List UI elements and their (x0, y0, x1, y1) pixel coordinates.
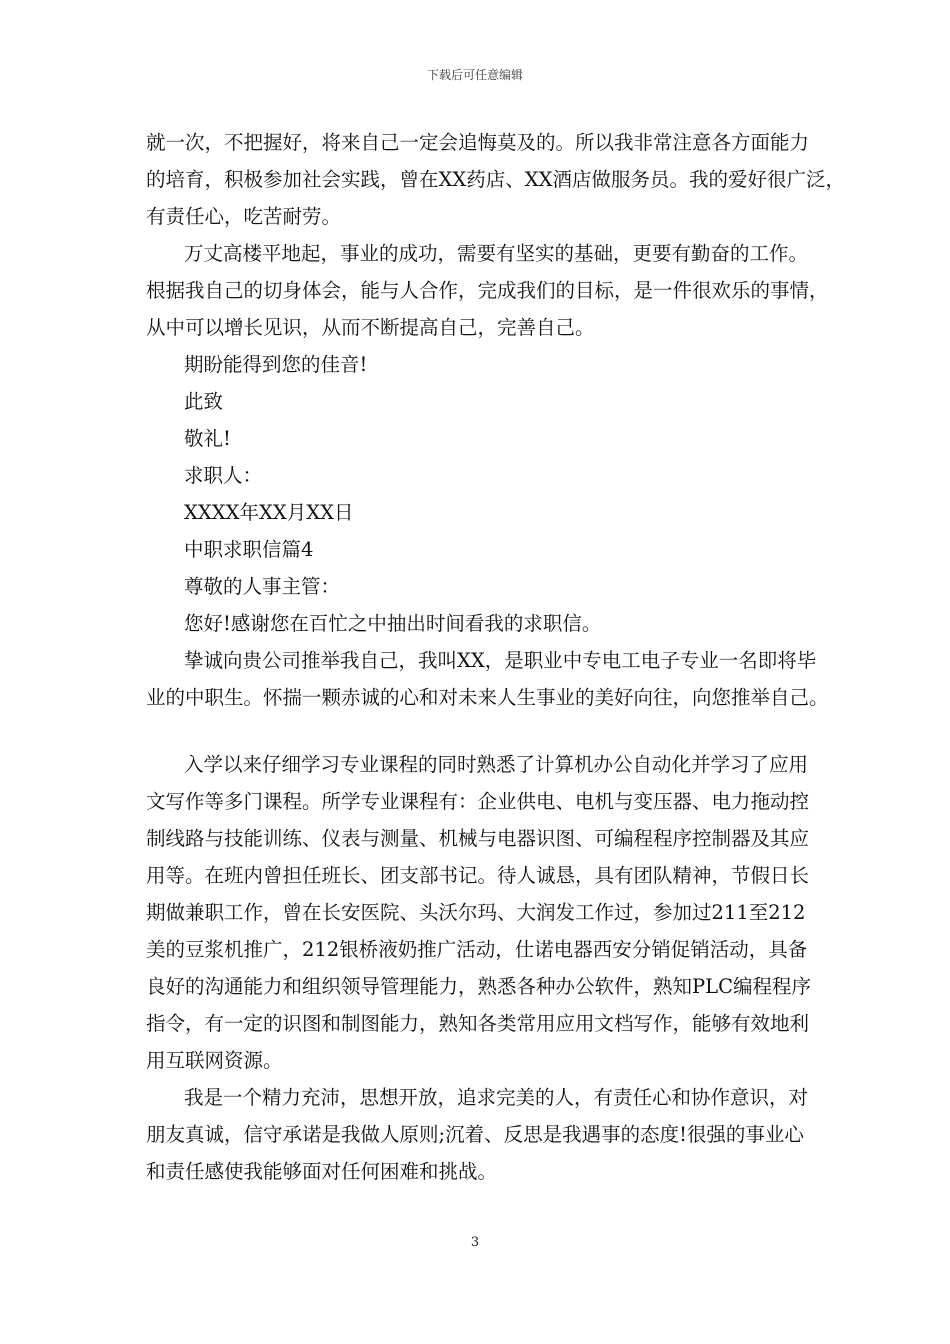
body-line: 根据我自己的切身体会，能与人合作，完成我们的目标，是一件很欢乐的事情， (146, 279, 829, 302)
body-line: 文写作等多门课程。所学专业课程有：企业供电、电机与变压器、电力拖动控 (146, 790, 810, 813)
body-line: 挚诚向贵公司推举我自己，我叫XX，是职业中专电工电子专业一名即将毕 (184, 649, 817, 672)
body-line: 指令，有一定的识图和制图能力，熟知各类常用应用文档写作，能够有效地利 (146, 1012, 810, 1035)
body-line: 用互联网资源。 (146, 1049, 283, 1072)
body-line: 从中可以增长见识，从而不断提高自己，完善自己。 (146, 316, 595, 339)
body-line: XXXX年XX月XX日 (184, 501, 354, 524)
body-line: 用等。在班内曾担任班长、团支部书记。待人诚恳，具有团队精神，节假日长 (146, 864, 810, 887)
body-line: 您好!感谢您在百忙之中抽出时间看我的求职信。 (184, 612, 602, 635)
body-line: 敬礼! (184, 427, 231, 450)
paragraph-gap (146, 716, 826, 746)
page-number: 3 (470, 1235, 480, 1250)
body-line: 此致 (184, 390, 224, 413)
body-line: 入学以来仔细学习专业课程的同时熟悉了计算机办公自动化并学习了应用 (184, 753, 809, 776)
body-line: 求职人： (184, 464, 263, 487)
body-line: 朋友真诚，信守承诺是我做人原则;沉着、反思是我遇事的态度!很强的事业心 (146, 1123, 804, 1146)
body-line: 和责任感使我能够面对任何困难和挑战。 (146, 1160, 498, 1183)
body-line: 就一次，不把握好，将来自己一定会追悔莫及的。所以我非常注意各方面能力 (146, 131, 810, 154)
body-line: 期做兼职工作，曾在长安医院、头沃尔玛、大润发工作过，参加过211至212 (146, 901, 806, 924)
body-line: 有责任心，吃苦耐劳。 (146, 205, 342, 228)
body-line: 万丈高楼平地起，事业的成功，需要有坚实的基础，更要有勤奋的工作。 (184, 242, 809, 265)
body-line: 的培育，积极参加社会实践，曾在XX药店、XX酒店做服务员。我的爱好很广泛， (146, 168, 846, 191)
body-line: 我是一个精力充沛，思想开放，追求完美的人，有责任心和协作意识，对 (184, 1086, 809, 1109)
body-line: 业的中职生。怀揣一颗赤诚的心和对未来人生事业的美好向往，向您推举自己。 (146, 686, 829, 709)
body-line: 尊敬的人事主管： (184, 575, 341, 598)
body-line: 良好的沟通能力和组织领导管理能力，熟悉各种办公软件，熟知PLC编程程序 (146, 975, 811, 998)
section-title: 中职求职信篇4 (184, 538, 314, 561)
body-line: 美的豆浆机推广，212银桥液奶推广活动，仕诺电器西安分销促销活动，具备 (146, 938, 808, 961)
body-line: 制线路与技能训练、仪表与测量、机械与电器识图、可编程程序控制器及其应 (146, 827, 810, 850)
document-body (146, 124, 846, 1190)
page-header: 下载后可任意编辑 (426, 68, 523, 82)
body-line: 期盼能得到您的佳音! (184, 353, 368, 376)
